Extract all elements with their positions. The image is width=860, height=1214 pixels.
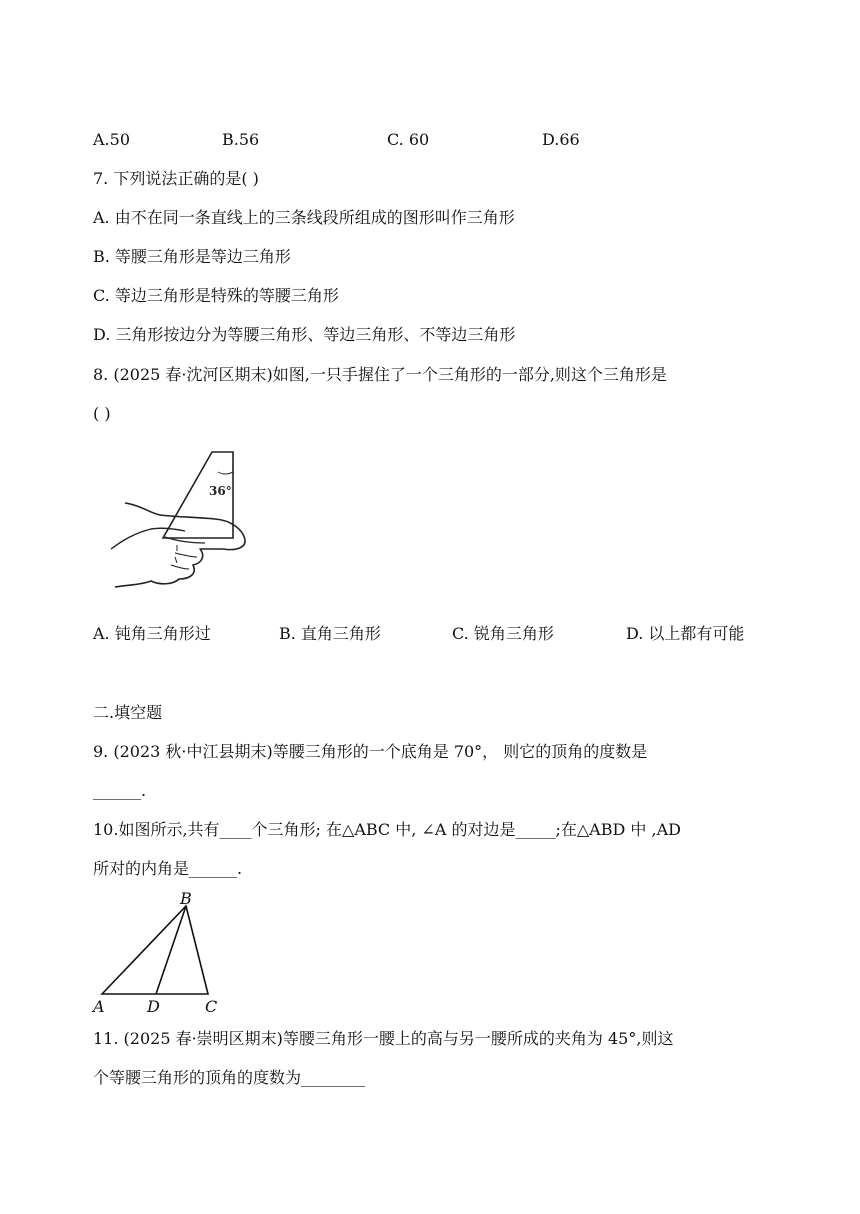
q6-option-b: B.56 bbox=[222, 130, 260, 149]
q7-option-a: A. 由不在同一条直线上的三条线段所组成的图形叫作三角形 bbox=[93, 208, 515, 227]
q6-option-c: C. 60 bbox=[387, 130, 430, 149]
q8-stem-line2: ( ) bbox=[93, 404, 111, 423]
q10-line2: 所对的内角是______. bbox=[93, 859, 243, 878]
q11-line1: 11. (2025 春·崇明区期末)等腰三角形一腰上的高与另一腰所成的夹角为 45°,则这 bbox=[93, 1029, 674, 1048]
label-a: A bbox=[93, 997, 105, 1016]
label-c: C bbox=[205, 997, 218, 1016]
q8-option-a: A. 钝角三角形过 bbox=[93, 624, 211, 643]
q11-line2: 个等腰三角形的顶角的度数为________ bbox=[93, 1068, 366, 1087]
triangle-abc bbox=[102, 906, 208, 994]
hand-finger-line bbox=[175, 553, 197, 557]
q8-option-c: C. 锐角三角形 bbox=[452, 624, 554, 643]
q10-line1: 10.如图所示,共有____个三角形; 在△ABC 中, ∠A 的对边是_____;在△ABD 中 ,AD bbox=[93, 820, 681, 839]
q7-stem: 7. 下列说法正确的是( ) bbox=[93, 169, 259, 188]
q7-option-d: D. 三角形按边分为等腰三角形、等边三角形、不等边三角形 bbox=[93, 325, 516, 344]
q10-triangle-figure bbox=[90, 888, 230, 1016]
angle-arc bbox=[218, 472, 233, 474]
q7-option-b: B. 等腰三角形是等边三角形 bbox=[93, 247, 291, 266]
q6-option-a: A.50 bbox=[93, 130, 130, 149]
q7-option-c: C. 等边三角形是特殊的等腰三角形 bbox=[93, 286, 339, 305]
label-d: D bbox=[147, 997, 160, 1016]
hand-finger-line bbox=[171, 565, 189, 569]
q8-option-b: B. 直角三角形 bbox=[279, 624, 381, 643]
q8-hand-triangle-figure bbox=[105, 445, 255, 595]
q9-line2: ______. bbox=[93, 781, 147, 800]
q8-stem-line1: 8. (2025 春·沈河区期末)如图,一只手握住了一个三角形的一部分,则这个三角形是 bbox=[93, 365, 667, 384]
segment-bd bbox=[156, 906, 186, 994]
section-heading: 二.填空题 bbox=[93, 703, 163, 722]
q8-option-d: D. 以上都有可能 bbox=[626, 624, 745, 643]
q6-option-d: D.66 bbox=[542, 130, 580, 149]
hand-outline bbox=[115, 503, 245, 587]
angle-label: 36° bbox=[209, 484, 232, 498]
label-b: B bbox=[180, 889, 192, 908]
hand-crease bbox=[175, 545, 177, 563]
q9-line1: 9. (2023 秋·中江县期末)等腰三角形的一个底角是 70°， 则它的顶角的度数是 bbox=[93, 742, 648, 761]
